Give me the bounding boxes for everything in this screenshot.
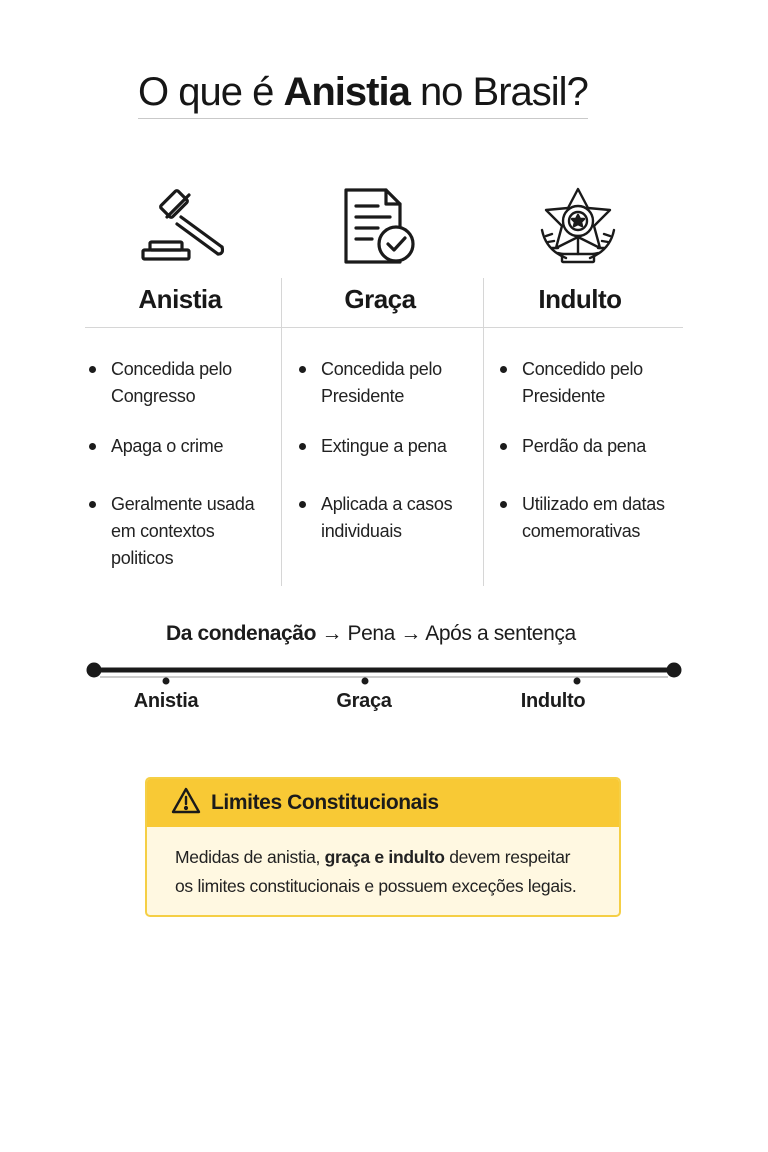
list-item: Concedida pelo Presidente bbox=[297, 356, 487, 433]
timeline-label-anistia: Anistia bbox=[133, 690, 199, 712]
list-item: Apaga o crime bbox=[87, 433, 277, 491]
title-underline bbox=[138, 118, 588, 119]
title-suffix: no Brasil? bbox=[419, 70, 588, 114]
alert-body-pre: Medidas de anistia, bbox=[175, 847, 321, 867]
timeline-marker-indulto bbox=[574, 678, 581, 685]
timeline-middle: Pena bbox=[347, 622, 395, 645]
column-title-indulto: Indulto bbox=[538, 284, 622, 314]
timeline-end-dot bbox=[667, 663, 682, 678]
list-item: Aplicada a casos individuais bbox=[297, 491, 487, 545]
list-item: Geralmente usada em contextos politicos bbox=[87, 491, 277, 572]
column-divider bbox=[281, 278, 282, 586]
column-indulto bbox=[498, 356, 688, 545]
alert-body bbox=[147, 827, 619, 901]
timeline-label-indulto: Indulto bbox=[520, 690, 586, 712]
gavel-icon bbox=[140, 186, 224, 270]
timeline-caption bbox=[166, 622, 576, 646]
timeline-start: Da condenação bbox=[166, 622, 317, 645]
arrow-icon: → bbox=[321, 622, 343, 645]
timeline-marker-graca bbox=[362, 678, 369, 685]
column-title-anistia: Anistia bbox=[138, 284, 222, 314]
column-graca bbox=[297, 356, 487, 545]
timeline-end: Após a sentença bbox=[425, 622, 576, 645]
header-divider bbox=[85, 327, 683, 328]
list-item: Perdão da pena bbox=[498, 433, 688, 491]
timeline-label-graca: Graça bbox=[336, 690, 392, 712]
page-title bbox=[138, 64, 588, 120]
title-prefix: O que é bbox=[138, 70, 274, 114]
alert-title: Limites Constitucionais bbox=[211, 791, 439, 814]
column-title-graca: Graça bbox=[344, 284, 416, 314]
alert-header bbox=[147, 779, 619, 827]
list-item: Utilizado em datas comemorativas bbox=[498, 491, 688, 545]
list-item: Concedida pelo Congresso bbox=[87, 356, 277, 433]
alert-box bbox=[145, 777, 621, 917]
arrow-icon: → bbox=[400, 622, 421, 645]
document-check-icon bbox=[338, 186, 422, 270]
page-title-block bbox=[138, 64, 588, 120]
national-seal-icon bbox=[536, 186, 620, 270]
list-item: Extingue a pena bbox=[297, 433, 487, 491]
timeline-marker-anistia bbox=[163, 678, 170, 685]
warning-icon bbox=[171, 787, 201, 820]
timeline bbox=[0, 650, 768, 690]
alert-body-bold: graça e indulto bbox=[324, 847, 445, 867]
timeline-start-dot bbox=[87, 663, 102, 678]
list-item: Concedido pelo Presidente bbox=[498, 356, 688, 433]
column-anistia bbox=[87, 356, 277, 572]
alert-body-post: devem respeitar os limites constitucionais e possuem exceções legais. bbox=[175, 847, 577, 896]
title-bold: Anistia bbox=[283, 70, 410, 114]
